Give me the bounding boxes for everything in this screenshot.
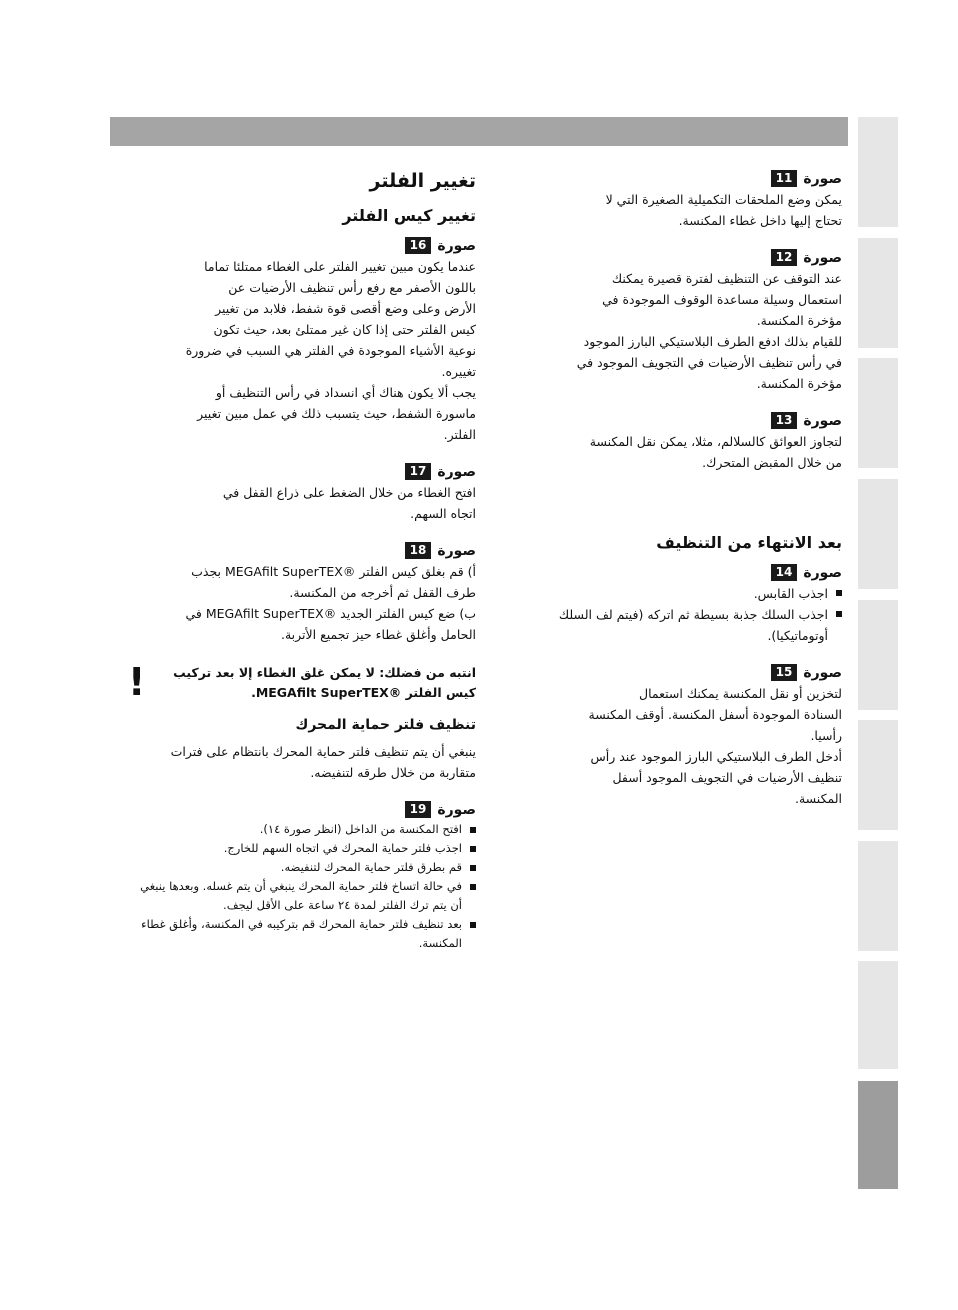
text-line: الأرض وعلى وضع أقصى قوة شفط، فلابد من تغيير — [215, 301, 476, 316]
text-line: أ) قم بغلق كيس الفلتر ®MEGAfilt SuperTEX بجذب — [191, 564, 476, 579]
figure-19-heading — [128, 801, 476, 818]
side-tab-active — [858, 1081, 898, 1189]
list-item: اجذب القابس. — [505, 583, 828, 604]
list-item: اجذب فلتر حماية المحرك في اتجاه السهم للخارج. — [128, 839, 462, 858]
figure-15-section — [505, 664, 842, 809]
text-line: السنادة الموجودة أسفل المكنسة. أوقف المكنسة — [588, 707, 842, 722]
figure-17-heading — [128, 463, 476, 480]
figure-number-badge: 14 — [771, 564, 798, 581]
text-line: الحامل وأغلق غطاء حيز تجميع الأتربة. — [280, 627, 476, 642]
figure-number-badge: 18 — [405, 542, 432, 559]
list-item: بعد تنظيف فلتر حماية المحرك قم بتركيبه في المكنسة، وأغلق غطاء المكنسة. — [128, 915, 462, 953]
side-tab — [858, 358, 898, 468]
side-tab — [858, 841, 898, 951]
figure-16-section — [128, 237, 476, 445]
figure-number-badge: 11 — [771, 170, 798, 187]
figure-number-badge: 17 — [405, 463, 432, 480]
text-line: أدخل الطرف البلاستيكي البارز الموجود عند رأس — [590, 749, 842, 764]
text-line: المكنسة. — [794, 791, 842, 806]
figure-label: صورة — [803, 664, 842, 681]
figure-19-section — [128, 801, 476, 953]
section-subtitle: تغيير كيس الفلتر — [342, 206, 476, 225]
text-line: ينبغي أن يتم تنظيف فلتر حماية المحرك بانتظام على فترات — [170, 744, 476, 759]
warning-box — [128, 660, 476, 704]
figure-number-badge: 16 — [405, 237, 432, 254]
figure-18-section — [128, 542, 476, 645]
text-line: لتجاوز العوائق كالسلالم، مثلا، يمكن نقل المكنسة — [589, 434, 842, 449]
figure-label: صورة — [803, 170, 842, 187]
after-cleaning-heading: بعد الانتهاء من التنظيف — [656, 533, 842, 552]
text-line: ماسورة الشفط، حيث يتسبب ذلك في عمل مبين تغيير — [197, 406, 476, 421]
text-line: يجب ألا يكون هناك أي انسداد في رأس التنظيف أو — [215, 385, 476, 400]
figure-12-heading — [505, 249, 842, 266]
figure-12-section — [505, 249, 842, 394]
text-line: في رأس تنظيف الأرضيات في التجويف الموجود في — [576, 355, 842, 370]
figure-11-section — [505, 170, 842, 231]
side-tab — [858, 961, 898, 1069]
figure-14-heading — [505, 564, 842, 581]
text-line: افتح الغطاء من خلال الضغط على ذراع القفل في — [222, 485, 476, 500]
text-line: كيس الفلتر حتى إذا كان غير ممتلئ بعد، حيث تكون — [213, 322, 476, 337]
page-title: تغيير الفلتر — [369, 170, 476, 192]
figure-label: صورة — [437, 801, 476, 818]
warning-icon: ! — [128, 660, 146, 704]
list-item: افتح المكنسة من الداخل (انظر صورة ١٤). — [128, 820, 462, 839]
figure-label: صورة — [437, 237, 476, 254]
text-line: متقاربة من خلال طرقه لتنفيضه. — [310, 765, 476, 780]
figure-13-section — [505, 412, 842, 473]
side-tab — [858, 238, 898, 348]
side-tab — [858, 117, 898, 227]
text-line: اتجاه السهم. — [410, 506, 476, 521]
list-item: قم بطرق فلتر حماية المحرك لتنفيضه. — [128, 858, 462, 877]
figure-number-badge: 12 — [771, 249, 798, 266]
text-line: تغييره. — [441, 364, 476, 379]
motor-filter-heading: تنظيف فلتر حماية المحرك — [295, 717, 476, 733]
list-item: في حالة اتساخ فلتر حماية المحرك ينبغي أن يتم غسله. وبعدها ينبغي أن يتم ترك الفلتر لمدة ٢٤ ساعة على الأقل ليجف. — [128, 877, 462, 915]
warning-text: انتبه من فضلك: لا يمكن غلق الغطاء إلا بعد تركيب كيس الفلتر ®MEGAfilt SuperTEX. — [173, 665, 476, 700]
header-bar — [110, 117, 848, 146]
figure-number-badge: 19 — [405, 801, 432, 818]
text-line: ب) ضع كيس الفلتر الجديد ®MEGAfilt SuperTEX في — [185, 606, 476, 621]
text-line: نوعية الأشياء الموجودة في الفلتر هي السبب في ضرورة — [185, 343, 476, 358]
right-column — [505, 170, 842, 827]
text-line: لتخزين أو نقل المكنسة يمكنك استعمال — [638, 686, 842, 701]
left-column — [128, 170, 476, 971]
figure-label: صورة — [803, 564, 842, 581]
text-line: من خلال المقبض المتحرك. — [702, 455, 842, 470]
text-line: طرف القفل ثم أخرجه من المكنسة. — [289, 585, 476, 600]
text-line: مؤخرة المكنسة. — [756, 313, 842, 328]
figure-number-badge: 13 — [771, 412, 798, 429]
motor-filter-text — [128, 741, 476, 783]
text-line: يمكن وضع الملحقات التكميلية الصغيرة التي لا — [605, 192, 842, 207]
figure-label: صورة — [437, 542, 476, 559]
text-line: تنظيف الأرضيات في التجويف الموجود أسفل — [612, 770, 842, 785]
figure-11-heading — [505, 170, 842, 187]
text-line: باللون الأصفر مع رفع رأس تنظيف الأرضيات عن — [228, 280, 476, 295]
text-line: الفلتر. — [443, 427, 476, 442]
list-item: اجذب السلك جذبة بسيطة ثم اتركه (فيتم لف السلك أوتوماتيكيا). — [505, 604, 828, 646]
side-tab — [858, 479, 898, 589]
figure-label: صورة — [437, 463, 476, 480]
text-line: رأسيا. — [810, 728, 842, 743]
figure-label: صورة — [803, 249, 842, 266]
figure-16-heading — [128, 237, 476, 254]
text-line: استعمال وسيلة مساعدة الوقوف الموجودة في — [602, 292, 842, 307]
figure-label: صورة — [803, 412, 842, 429]
text-line: مؤخرة المكنسة. — [756, 376, 842, 391]
figure-18-heading — [128, 542, 476, 559]
figure-number-badge: 15 — [771, 664, 798, 681]
side-tab — [858, 600, 898, 710]
figure-13-heading — [505, 412, 842, 429]
figure-15-heading — [505, 664, 842, 681]
side-tab — [858, 720, 898, 830]
figure-17-section — [128, 463, 476, 524]
text-line: للقيام بذلك ادفع الطرف البلاستيكي البارز الموجود — [583, 334, 842, 349]
text-line: عندما يكون مبين تغيير الفلتر على الغطاء ممتلئا تماما — [204, 259, 476, 274]
text-line: عند التوقف عن التنظيف لفترة قصيرة يمكنك — [611, 271, 842, 286]
text-line: تحتاج إليها داخل غطاء المكنسة. — [678, 213, 842, 228]
figure-14-section — [505, 564, 842, 646]
